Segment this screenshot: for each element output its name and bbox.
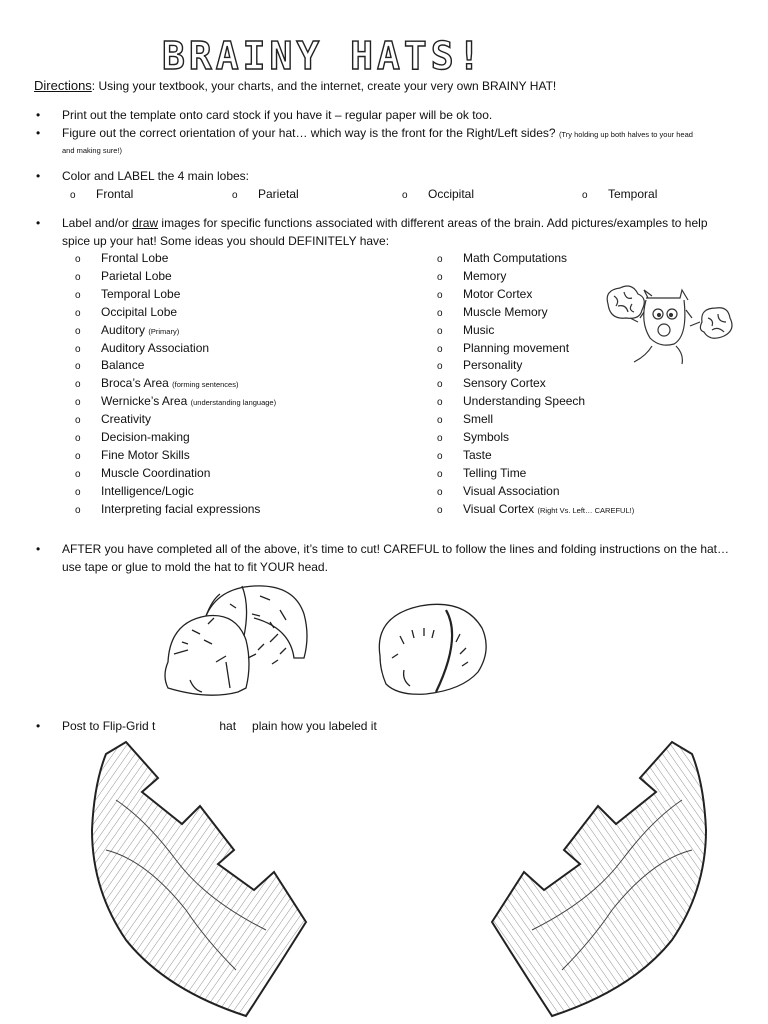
sub-bullet-glyph: o [75, 450, 81, 462]
sub-bullet-glyph: o [75, 307, 81, 319]
lobe-label: Frontal [96, 187, 134, 201]
idea-label: Frontal Lobe [101, 251, 169, 265]
idea-label: Muscle Memory [463, 304, 548, 319]
bullet-glyph: • [36, 216, 41, 230]
label-post: images for specific functions associated with different areas of the brain. Add pictures/examples to help [158, 216, 708, 230]
idea-label: Auditory [101, 322, 146, 337]
sub-bullet-glyph: o [70, 190, 76, 201]
sub-bullet-glyph: o [437, 343, 443, 355]
sub-bullet-glyph: o [75, 468, 81, 480]
idea-label: Sensory Cortex [463, 376, 546, 391]
sub-bullet-glyph: o [437, 504, 443, 516]
bullet-glyph: • [36, 169, 41, 183]
post-text-a: Post to Flip-Grid t [62, 719, 156, 733]
sub-bullet-glyph: o [437, 289, 443, 301]
bullet-glyph: • [36, 126, 41, 140]
lobe-item [402, 185, 474, 205]
idea-label: Taste [463, 447, 492, 462]
sub-bullet-glyph: o [437, 361, 443, 373]
hat-assembled-diagram-icon [374, 600, 490, 696]
idea-label: Visual Association [463, 483, 560, 498]
sub-bullet-glyph: o [437, 307, 443, 319]
bullet-orientation-text [62, 124, 693, 144]
idea-label: Understanding Speech [463, 394, 586, 409]
directions-text: : Using your textbook, your charts, and the internet, create your very own BRAINY HAT! [91, 79, 557, 93]
lobe-item [70, 185, 133, 205]
idea-note: (Right Vs. Left… CAREFUL!) [537, 505, 635, 515]
idea-label: Intelligence/Logic [101, 483, 194, 498]
sub-bullet-glyph: o [75, 343, 81, 355]
sub-bullet-glyph: o [75, 325, 81, 337]
bullet-color-text: Color and LABEL the 4 main lobes: [62, 169, 250, 183]
idea-label: Broca’s Area [101, 376, 169, 391]
idea-label: Decision-making [101, 430, 190, 444]
idea-note: (forming sentences) [172, 380, 239, 390]
sub-bullet-glyph: o [437, 325, 443, 337]
sub-bullet-glyph: o [75, 415, 81, 427]
idea-label: Fine Motor Skills [101, 447, 190, 462]
sub-bullet-glyph: o [437, 450, 443, 462]
sub-bullet-glyph: o [582, 190, 588, 201]
orientation-main: Figure out the correct orientation of your hat… which way is the front for the Right/Left sides? [62, 126, 556, 140]
cartoon-kid-brains-icon [602, 282, 734, 366]
bullet-glyph: • [36, 719, 41, 733]
idea-label: Music [463, 322, 495, 337]
orientation-note: (Try holding up both halves to your head [558, 130, 693, 139]
idea-label: Auditory Association [101, 340, 210, 355]
idea-label: Temporal Lobe [101, 286, 181, 301]
label-line2: spice up your hat! Some ideas you should DEFINITELY have: [62, 234, 390, 248]
bullet-after-text: AFTER you have completed all of the above, it’s time to cut! CAREFUL to follow the lines and folding instructions on the hat… [62, 542, 730, 556]
label-pre: Label and/or [62, 216, 133, 230]
bullet-glyph: • [36, 108, 41, 122]
idea-label: Smell [463, 412, 494, 427]
idea-label: Symbols [463, 430, 510, 444]
sub-bullet-glyph: o [232, 190, 238, 201]
idea-note: (understanding language) [190, 398, 277, 408]
post-text-c: plain how you labeled it [252, 719, 377, 733]
sub-bullet-glyph: o [437, 379, 443, 391]
idea-item [437, 500, 634, 520]
idea-label: Visual Cortex [463, 501, 535, 516]
sub-bullet-glyph: o [437, 254, 443, 265]
idea-label: Creativity [101, 412, 152, 427]
orientation-note-2: and making sure!) [62, 146, 123, 155]
directions-label: Directions [34, 78, 92, 93]
lobe-label: Parietal [258, 187, 299, 201]
idea-label: Wernicke’s Area [101, 394, 188, 409]
sub-bullet-glyph: o [437, 468, 443, 480]
sub-bullet-glyph: o [75, 504, 81, 516]
sub-bullet-glyph: o [75, 397, 81, 409]
hat-template-left-icon [86, 740, 336, 1018]
sub-bullet-glyph: o [437, 486, 443, 498]
hat-assembly-diagram-icon [160, 584, 320, 708]
idea-label: Planning movement [463, 340, 570, 355]
worksheet-title: BRAINY HATS! [162, 34, 485, 78]
sub-bullet-glyph: o [75, 254, 81, 265]
idea-label: Memory [463, 268, 507, 283]
idea-label: Personality [463, 358, 523, 373]
lobe-label: Occipital [428, 187, 475, 201]
hat-template-right-icon [462, 740, 712, 1018]
sub-bullet-glyph: o [75, 271, 81, 283]
bullet-print-text: Print out the template onto card stock if you have it – regular paper will be ok too. [62, 108, 493, 122]
sub-bullet-glyph: o [437, 271, 443, 283]
idea-label: Balance [101, 358, 145, 373]
sub-bullet-glyph: o [75, 486, 81, 498]
lobe-item [232, 185, 299, 205]
lobe-item [582, 185, 657, 205]
sub-bullet-glyph: o [437, 433, 443, 444]
idea-label: Interpreting facial expressions [101, 501, 261, 516]
idea-label: Motor Cortex [463, 286, 533, 301]
idea-label: Occipital Lobe [101, 304, 178, 319]
bullet-glyph: • [36, 542, 41, 556]
idea-label: Telling Time [463, 465, 527, 480]
idea-label: Math Computations [463, 251, 568, 265]
sub-bullet-glyph: o [75, 379, 81, 391]
idea-label: Parietal Lobe [101, 268, 172, 283]
sub-bullet-glyph: o [402, 190, 408, 201]
directions-line [34, 78, 556, 93]
idea-note: (Primary) [148, 326, 180, 336]
sub-bullet-glyph: o [75, 289, 81, 301]
bullet-after-text-2: use tape or glue to mold the hat to fit YOUR head. [62, 560, 328, 574]
sub-bullet-glyph: o [437, 397, 443, 409]
post-text-b: hat [219, 719, 237, 733]
sub-bullet-glyph: o [437, 415, 443, 427]
sub-bullet-glyph: o [75, 361, 81, 373]
idea-label: Muscle Coordination [101, 465, 211, 480]
label-draw-underlined: draw [132, 216, 159, 230]
idea-item [75, 500, 260, 520]
sub-bullet-glyph: o [75, 433, 81, 444]
lobe-label: Temporal [608, 187, 658, 201]
